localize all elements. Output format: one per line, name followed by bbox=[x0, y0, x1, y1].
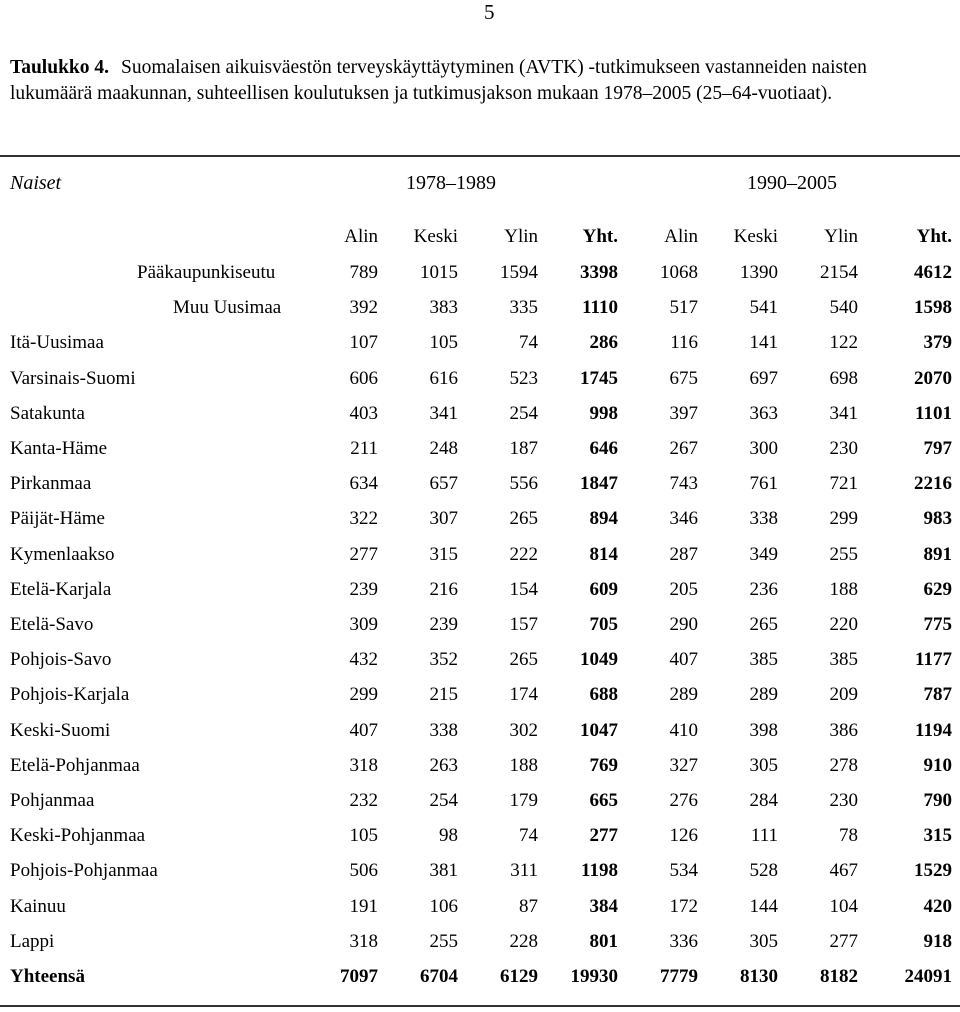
value-cell: 1015 bbox=[420, 262, 458, 283]
value-cell: 556 bbox=[509, 473, 538, 494]
value-cell: 346 bbox=[669, 508, 698, 529]
total-cell: 24091 bbox=[904, 966, 952, 987]
value-cell: 523 bbox=[509, 368, 538, 389]
value-cell: 318 bbox=[349, 755, 378, 776]
value-cell: 289 bbox=[669, 684, 698, 705]
table-row bbox=[0, 720, 960, 750]
table-row bbox=[0, 755, 960, 785]
table-row bbox=[0, 473, 960, 503]
value-cell: 220 bbox=[829, 614, 858, 635]
value-cell: 506 bbox=[349, 860, 378, 881]
value-cell: 98 bbox=[439, 825, 458, 846]
table-row bbox=[0, 403, 960, 433]
table-caption bbox=[10, 55, 940, 107]
value-cell: 540 bbox=[829, 297, 858, 318]
value-cell: 239 bbox=[349, 579, 378, 600]
total-cell: 1194 bbox=[915, 720, 952, 741]
region-name: Pohjois-Savo bbox=[10, 649, 112, 670]
value-cell: 467 bbox=[829, 860, 858, 881]
value-cell: 211 bbox=[350, 438, 378, 459]
value-cell: 230 bbox=[829, 438, 858, 459]
column-header: Yht. bbox=[582, 226, 618, 247]
region-name: Pohjanmaa bbox=[10, 790, 95, 811]
region-name: Keski-Suomi bbox=[10, 720, 111, 741]
value-cell: 263 bbox=[429, 755, 458, 776]
total-cell: 769 bbox=[589, 755, 618, 776]
total-cell: 1049 bbox=[580, 649, 618, 670]
value-cell: 8130 bbox=[740, 966, 778, 987]
value-cell: 341 bbox=[429, 403, 458, 424]
value-cell: 215 bbox=[429, 684, 458, 705]
total-cell: 646 bbox=[589, 438, 618, 459]
table-row bbox=[0, 684, 960, 714]
value-cell: 675 bbox=[669, 368, 698, 389]
value-cell: 397 bbox=[669, 403, 698, 424]
table-row bbox=[0, 332, 960, 362]
value-cell: 1390 bbox=[740, 262, 778, 283]
total-cell: 19930 bbox=[570, 966, 618, 987]
value-cell: 188 bbox=[509, 755, 538, 776]
region-name: Kanta-Häme bbox=[10, 438, 108, 459]
region-name: Lappi bbox=[10, 931, 55, 952]
value-cell: 2154 bbox=[820, 262, 858, 283]
value-cell: 74 bbox=[519, 825, 538, 846]
value-cell: 265 bbox=[509, 649, 538, 670]
column-header: Keski bbox=[413, 226, 458, 247]
value-cell: 761 bbox=[749, 473, 778, 494]
value-cell: 287 bbox=[669, 544, 698, 565]
table-row bbox=[0, 262, 960, 292]
table-row bbox=[0, 544, 960, 574]
value-cell: 111 bbox=[750, 825, 778, 846]
value-cell: 385 bbox=[749, 649, 778, 670]
value-cell: 386 bbox=[829, 720, 858, 741]
value-cell: 338 bbox=[429, 720, 458, 741]
value-cell: 299 bbox=[829, 508, 858, 529]
value-cell: 290 bbox=[669, 614, 698, 635]
total-cell: 790 bbox=[923, 790, 952, 811]
value-cell: 157 bbox=[509, 614, 538, 635]
value-cell: 284 bbox=[749, 790, 778, 811]
value-cell: 106 bbox=[429, 896, 458, 917]
value-cell: 327 bbox=[669, 755, 698, 776]
region-name: Etelä-Karjala bbox=[10, 579, 112, 600]
value-cell: 335 bbox=[509, 297, 538, 318]
column-header-row bbox=[0, 226, 960, 256]
value-cell: 6704 bbox=[420, 966, 458, 987]
value-cell: 254 bbox=[509, 403, 538, 424]
total-cell: 797 bbox=[923, 438, 952, 459]
value-cell: 1594 bbox=[500, 262, 538, 283]
value-cell: 172 bbox=[669, 896, 698, 917]
value-cell: 383 bbox=[429, 297, 458, 318]
value-cell: 116 bbox=[670, 332, 698, 353]
value-cell: 698 bbox=[829, 368, 858, 389]
caption-text: Suomalaisen aikuisväestön terveyskäyttäytyminen (AVTK) -tutkimukseen vastanneiden naisten lukumäärä maakunnan, suhteellisen koulutuksen ja tutkimusjakson mukaan 1978–2005 (25–64-vuotiaat). bbox=[10, 57, 867, 104]
table-row bbox=[0, 368, 960, 398]
value-cell: 87 bbox=[519, 896, 538, 917]
value-cell: 277 bbox=[829, 931, 858, 952]
total-cell: 998 bbox=[589, 403, 618, 424]
value-cell: 230 bbox=[829, 790, 858, 811]
total-cell: 688 bbox=[589, 684, 618, 705]
value-cell: 209 bbox=[829, 684, 858, 705]
value-cell: 307 bbox=[429, 508, 458, 529]
table-row bbox=[0, 649, 960, 679]
total-cell: 787 bbox=[923, 684, 952, 705]
total-cell: 918 bbox=[923, 931, 952, 952]
total-cell: 4612 bbox=[914, 262, 952, 283]
total-cell: 1101 bbox=[915, 403, 952, 424]
region-name: Kymenlaakso bbox=[10, 544, 115, 565]
value-cell: 276 bbox=[669, 790, 698, 811]
value-cell: 528 bbox=[749, 860, 778, 881]
table-row bbox=[0, 297, 960, 327]
column-header: Alin bbox=[344, 226, 378, 247]
value-cell: 789 bbox=[349, 262, 378, 283]
value-cell: 277 bbox=[349, 544, 378, 565]
value-cell: 236 bbox=[749, 579, 778, 600]
value-cell: 410 bbox=[669, 720, 698, 741]
value-cell: 403 bbox=[349, 403, 378, 424]
total-cell: 1745 bbox=[580, 368, 618, 389]
value-cell: 126 bbox=[669, 825, 698, 846]
total-cell: 286 bbox=[589, 332, 618, 353]
table-row bbox=[0, 508, 960, 538]
table-top-rule bbox=[0, 155, 960, 157]
column-header: Ylin bbox=[824, 226, 858, 247]
value-cell: 122 bbox=[829, 332, 858, 353]
value-cell: 657 bbox=[429, 473, 458, 494]
value-cell: 222 bbox=[509, 544, 538, 565]
table-bottom-rule bbox=[0, 1005, 960, 1007]
value-cell: 7097 bbox=[340, 966, 378, 987]
total-cell: 3398 bbox=[580, 262, 618, 283]
value-cell: 341 bbox=[829, 403, 858, 424]
value-cell: 309 bbox=[349, 614, 378, 635]
table-row bbox=[0, 931, 960, 961]
value-cell: 154 bbox=[509, 579, 538, 600]
region-name: Päijät-Häme bbox=[10, 508, 105, 529]
total-cell: 2070 bbox=[914, 368, 952, 389]
region-name: Kainuu bbox=[10, 896, 66, 917]
value-cell: 311 bbox=[510, 860, 538, 881]
region-name: Varsinais-Suomi bbox=[10, 368, 136, 389]
value-cell: 265 bbox=[749, 614, 778, 635]
column-header: Alin bbox=[664, 226, 698, 247]
total-cell: 629 bbox=[923, 579, 952, 600]
value-cell: 606 bbox=[349, 368, 378, 389]
total-cell: 801 bbox=[589, 931, 618, 952]
group-label: Naiset bbox=[10, 172, 62, 194]
table-row bbox=[0, 579, 960, 609]
value-cell: 305 bbox=[749, 931, 778, 952]
column-header: Keski bbox=[733, 226, 778, 247]
value-cell: 104 bbox=[829, 896, 858, 917]
region-name: Etelä-Pohjanmaa bbox=[10, 755, 140, 776]
value-cell: 265 bbox=[509, 508, 538, 529]
value-cell: 392 bbox=[349, 297, 378, 318]
total-cell: 1177 bbox=[915, 649, 952, 670]
value-cell: 228 bbox=[509, 931, 538, 952]
value-cell: 398 bbox=[749, 720, 778, 741]
table-row bbox=[0, 790, 960, 820]
total-cell: 705 bbox=[589, 614, 618, 635]
value-cell: 289 bbox=[749, 684, 778, 705]
value-cell: 188 bbox=[829, 579, 858, 600]
value-cell: 255 bbox=[829, 544, 858, 565]
value-cell: 239 bbox=[429, 614, 458, 635]
value-cell: 205 bbox=[669, 579, 698, 600]
value-cell: 300 bbox=[749, 438, 778, 459]
total-cell: 1047 bbox=[580, 720, 618, 741]
total-cell: 775 bbox=[923, 614, 952, 635]
value-cell: 302 bbox=[509, 720, 538, 741]
value-cell: 174 bbox=[509, 684, 538, 705]
total-cell: 910 bbox=[923, 755, 952, 776]
value-cell: 254 bbox=[429, 790, 458, 811]
total-cell: 1529 bbox=[914, 860, 952, 881]
total-cell: 983 bbox=[923, 508, 952, 529]
region-name: Keski-Pohjanmaa bbox=[10, 825, 146, 846]
table-row bbox=[0, 860, 960, 890]
value-cell: 352 bbox=[429, 649, 458, 670]
value-cell: 255 bbox=[429, 931, 458, 952]
value-cell: 318 bbox=[349, 931, 378, 952]
region-name: Pohjois-Pohjanmaa bbox=[10, 860, 158, 881]
value-cell: 141 bbox=[749, 332, 778, 353]
region-name: Muu Uusimaa bbox=[173, 297, 282, 318]
column-header: Ylin bbox=[504, 226, 538, 247]
total-cell: 379 bbox=[923, 332, 952, 353]
table-row bbox=[0, 825, 960, 855]
value-cell: 187 bbox=[509, 438, 538, 459]
value-cell: 1068 bbox=[660, 262, 698, 283]
value-cell: 315 bbox=[429, 544, 458, 565]
total-cell: 277 bbox=[589, 825, 618, 846]
caption-label: Taulukko 4. bbox=[10, 57, 110, 78]
value-cell: 107 bbox=[349, 332, 378, 353]
value-cell: 6129 bbox=[500, 966, 538, 987]
value-cell: 74 bbox=[519, 332, 538, 353]
region-name: Itä-Uusimaa bbox=[10, 332, 104, 353]
value-cell: 179 bbox=[509, 790, 538, 811]
value-cell: 144 bbox=[749, 896, 778, 917]
period-header-2: 1990–2005 bbox=[747, 172, 837, 194]
table-row bbox=[0, 614, 960, 644]
total-cell: 814 bbox=[589, 544, 618, 565]
total-cell: 2216 bbox=[914, 473, 952, 494]
region-name: Pääkaupunkiseutu bbox=[137, 262, 276, 283]
value-cell: 432 bbox=[349, 649, 378, 670]
value-cell: 381 bbox=[429, 860, 458, 881]
total-cell: 1110 bbox=[582, 297, 618, 318]
region-name: Pohjois-Karjala bbox=[10, 684, 130, 705]
value-cell: 299 bbox=[349, 684, 378, 705]
value-cell: 517 bbox=[669, 297, 698, 318]
value-cell: 634 bbox=[349, 473, 378, 494]
column-header: Yht. bbox=[916, 226, 952, 247]
value-cell: 349 bbox=[749, 544, 778, 565]
value-cell: 248 bbox=[429, 438, 458, 459]
value-cell: 336 bbox=[669, 931, 698, 952]
value-cell: 743 bbox=[669, 473, 698, 494]
total-cell: 665 bbox=[589, 790, 618, 811]
value-cell: 534 bbox=[669, 860, 698, 881]
region-name: Etelä-Savo bbox=[10, 614, 94, 635]
value-cell: 232 bbox=[349, 790, 378, 811]
total-cell: 609 bbox=[589, 579, 618, 600]
value-cell: 191 bbox=[349, 896, 378, 917]
value-cell: 541 bbox=[749, 297, 778, 318]
region-name: Pirkanmaa bbox=[10, 473, 92, 494]
value-cell: 697 bbox=[749, 368, 778, 389]
value-cell: 407 bbox=[669, 649, 698, 670]
value-cell: 721 bbox=[829, 473, 858, 494]
total-cell: 384 bbox=[589, 896, 618, 917]
value-cell: 407 bbox=[349, 720, 378, 741]
total-cell: 315 bbox=[923, 825, 952, 846]
value-cell: 363 bbox=[749, 403, 778, 424]
total-cell: 1198 bbox=[581, 860, 618, 881]
total-cell: 894 bbox=[589, 508, 618, 529]
period-header-1: 1978–1989 bbox=[406, 172, 496, 194]
value-cell: 385 bbox=[829, 649, 858, 670]
page-number: 5 bbox=[484, 0, 495, 24]
value-cell: 278 bbox=[829, 755, 858, 776]
total-row bbox=[0, 966, 960, 996]
table-row bbox=[0, 896, 960, 926]
region-name: Yhteensä bbox=[10, 966, 85, 987]
table-row bbox=[0, 438, 960, 468]
value-cell: 338 bbox=[749, 508, 778, 529]
region-name: Satakunta bbox=[10, 403, 85, 424]
value-cell: 8182 bbox=[820, 966, 858, 987]
value-cell: 267 bbox=[669, 438, 698, 459]
total-cell: 420 bbox=[923, 896, 952, 917]
total-cell: 891 bbox=[923, 544, 952, 565]
total-cell: 1847 bbox=[580, 473, 618, 494]
total-cell: 1598 bbox=[914, 297, 952, 318]
value-cell: 305 bbox=[749, 755, 778, 776]
value-cell: 105 bbox=[349, 825, 378, 846]
value-cell: 616 bbox=[429, 368, 458, 389]
value-cell: 78 bbox=[839, 825, 858, 846]
value-cell: 105 bbox=[429, 332, 458, 353]
value-cell: 7779 bbox=[660, 966, 698, 987]
value-cell: 216 bbox=[429, 579, 458, 600]
value-cell: 322 bbox=[349, 508, 378, 529]
